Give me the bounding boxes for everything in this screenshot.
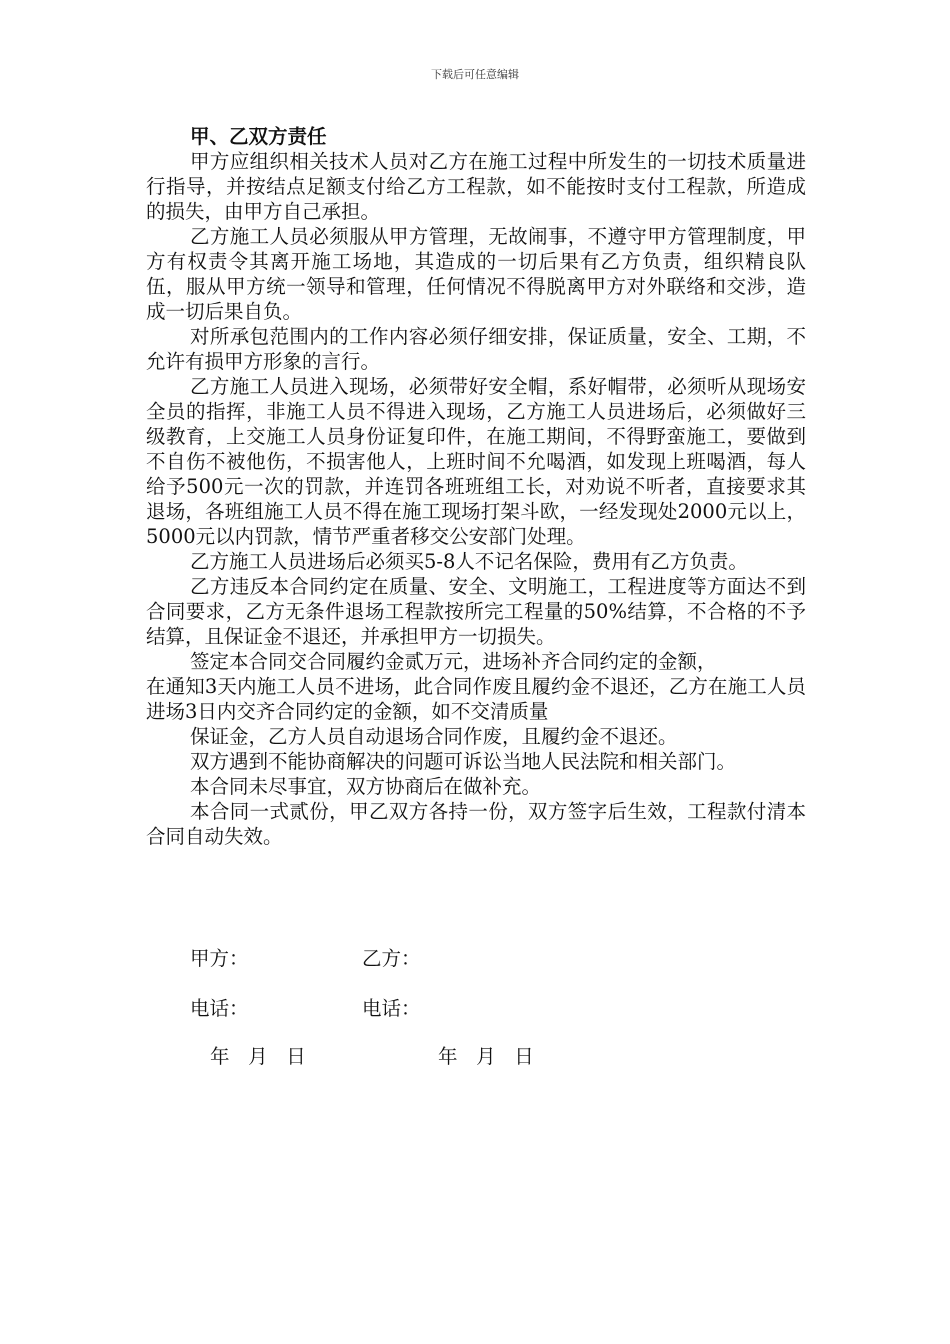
paragraph-deposit-line-3: 保证金，乙方人员自动退场合同作废，且履约金不退还。 xyxy=(190,725,678,748)
paragraph-disputes: 双方遇到不能协商解决的问题可诉讼当地人民法院和相关部门。 xyxy=(190,750,737,773)
document-body xyxy=(146,124,806,849)
paragraph-site-safety: 乙方施工人员进入现场，必须带好安全帽，系好帽带，必须听从现场安全员的指挥，非施工人员不得进入现场，乙方施工人员进场后，必须做好三级教育，上交施工人员身份证复印件，在施工期间，不得野蛮施工，要做到不自伤不被他伤，不损害他人，上班时间不允喝酒，如发现上班喝酒，每人给予500元一次的罚款，并连罚各班班组工长，对劝说不听者，直接要求其退场，各班组施工人员不得在施工现场打架斗欧，一经发现处2000元以上，5000元以内罚款，情节严重者移交公安部门处理。 xyxy=(146,375,806,548)
phone-row xyxy=(190,996,690,1021)
phone-a-label: 电话： xyxy=(190,997,249,1020)
page-header-note: 下载后可任意编辑 xyxy=(431,68,519,81)
paragraph-work-scope: 对所承包范围内的工作内容必须仔细安排，保证质量，安全、工期，不允许有损甲方形象的言行。 xyxy=(146,325,806,373)
party-row xyxy=(190,946,690,971)
party-a-label: 甲方： xyxy=(190,947,249,970)
paragraph-deposit-line-2: 在通知3天内施工人员不进场，此合同作废且履约金不退还，乙方在施工人员进场3日内交齐合同约定的金额，如不交清质量 xyxy=(146,675,806,723)
paragraph-deposit-line-1: 签定本合同交合同履约金贰万元，进场补齐合同约定的金额， xyxy=(190,650,717,673)
party-b-label: 乙方： xyxy=(362,947,421,970)
date-b: 年 月 日 xyxy=(438,1045,534,1068)
section-title: 甲、乙双方责任 xyxy=(190,125,327,148)
paragraph-insurance: 乙方施工人员进场后必须买5-8人不记名保险，费用有乙方负责。 xyxy=(190,550,748,573)
paragraph-copies: 本合同一式贰份，甲乙双方各持一份，双方签字后生效，工程款付清本合同自动失效。 xyxy=(146,800,806,848)
paragraph-guidance-payment: 甲方应组织相关技术人员对乙方在施工过程中所发生的一切技术质量进行指导，并按结点足额支付给乙方工程款，如不能按时支付工程款，所造成的损失，由甲方自己承担。 xyxy=(146,150,806,223)
paragraph-management: 乙方施工人员必须服从甲方管理，无故闹事，不遵守甲方管理制度，甲方有权责令其离开施工场地，其造成的一切后果有乙方负责，组织精良队伍，服从甲方统一领导和管理，任何情况不得脱离甲方对外联络和交涉，造成一切后果自负。 xyxy=(146,225,806,323)
date-row xyxy=(190,1044,690,1069)
phone-b-label: 电话： xyxy=(362,997,421,1020)
paragraph-supplement: 本合同未尽事宜，双方协商后在做补充。 xyxy=(190,775,542,798)
paragraph-breach: 乙方违反本合同约定在质量、安全、文明施工，工程进度等方面达不到合同要求，乙方无条件退场工程款按所完工程量的50%结算，不合格的不予结算，且保证金不退还，并承担甲方一切损失。 xyxy=(146,575,806,648)
date-a: 年 月 日 xyxy=(210,1045,306,1068)
